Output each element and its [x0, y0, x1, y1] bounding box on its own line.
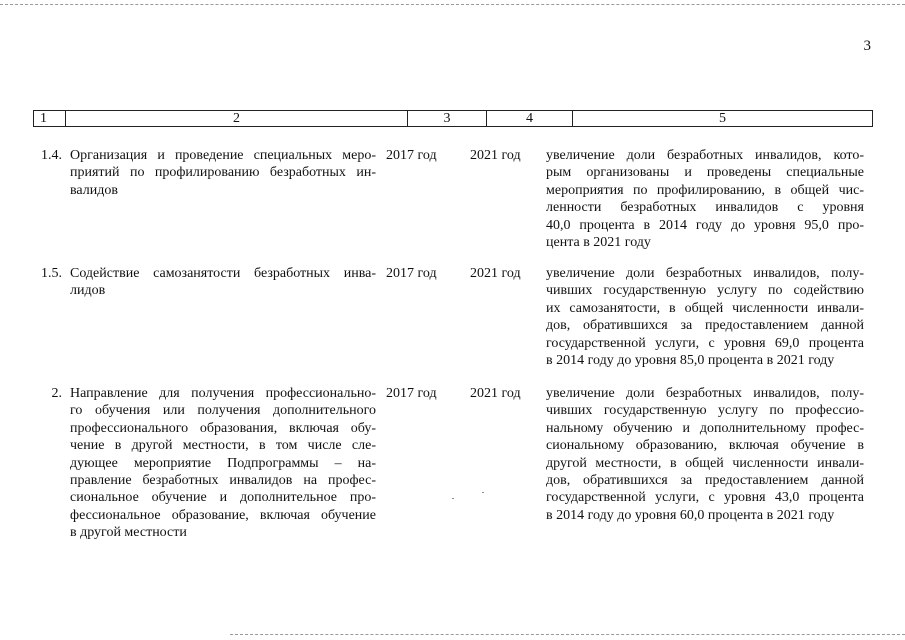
row-number: 1.5. [41, 266, 62, 281]
expected-result-line: в 2014 году до уровня 60,0 процента в 2021 году [546, 507, 835, 523]
expected-result-line: дов, обратившихся за предоставлением данной [546, 318, 864, 334]
end-year: 2021 год [470, 148, 521, 163]
column-header-3: 3 [408, 111, 487, 126]
expected-result-line: государственной услуги, с уровня 43,0 процента [546, 490, 864, 506]
scan-edge-top [0, 4, 905, 5]
row-number: 2. [51, 386, 62, 401]
activity-name [70, 265, 376, 300]
activity-name-line: дующее мероприятие Подпрограммы – на- [70, 455, 376, 471]
activity-name-line: валидов [70, 182, 118, 198]
column-header-2: 2 [66, 111, 408, 126]
column-header-4: 4 [487, 111, 573, 126]
start-year: 2017 год [386, 386, 437, 401]
expected-result-line: 40,0 процента в 2014 году до уровня 95,0 про- [546, 217, 864, 233]
activity-name-line: Направление для получения профессионально- [70, 386, 376, 401]
expected-result [546, 147, 864, 251]
expected-result-line: сиональному образованию, включая обучение в [546, 438, 864, 454]
expected-result-line: рым организованы и проведены специальные [546, 165, 864, 181]
activity-name-line: Содействие самозанятости безработных инва- [70, 266, 376, 281]
expected-result-line: чивших государственную услугу по содействию [546, 283, 864, 299]
start-year: 2017 год [386, 148, 437, 163]
activity-name-line: чение в другой местности, в том числе сле- [70, 438, 376, 454]
end-year: 2021 год [470, 266, 521, 281]
page-number: 3 [863, 38, 871, 54]
expected-result-line: мероприятия по профилированию, в общей чис- [546, 182, 864, 198]
expected-result [546, 265, 864, 369]
expected-result-line: ленности безработных инвалидов с уровня [546, 200, 864, 216]
activity-name-line: в другой местности [70, 525, 187, 541]
activity-name [70, 385, 376, 542]
expected-result-line: увеличение доли безработных инвалидов, кото- [546, 148, 864, 163]
column-header-1: 1 [34, 111, 66, 126]
scan-speck [452, 498, 454, 499]
expected-result-line: их самозанятости, в общей численности инвали- [546, 300, 864, 316]
activity-name-line: лидов [70, 283, 106, 299]
expected-result-line: увеличение доли безработных инвалидов, полу- [546, 386, 864, 401]
activity-name-line: сиональное обучение и дополнительное про- [70, 490, 376, 506]
expected-result-line: цента в 2021 году [546, 235, 651, 251]
start-year: 2017 год [386, 266, 437, 281]
expected-result-line: увеличение доли безработных инвалидов, полу- [546, 266, 864, 281]
activity-name [70, 147, 376, 199]
scan-speck [482, 492, 484, 493]
expected-result-line: дов, обратившихся за предоставлением данной [546, 473, 864, 489]
activity-name-line: профессионального образования, включая обу- [70, 420, 376, 436]
activity-name-line: фессиональное образование, включая обучение [70, 507, 376, 523]
expected-result-line: другой местности, в общей численности инвали- [546, 455, 864, 471]
activity-name-line: приятий по профилированию безработных ин- [70, 165, 376, 181]
scan-edge-bottom [230, 634, 905, 635]
expected-result-line: в 2014 году до уровня 85,0 процента в 2021 году [546, 353, 835, 369]
activity-name-line: го обучения или получения дополнительного [70, 403, 376, 419]
expected-result-line: чивших государственную услугу по профессио- [546, 403, 864, 419]
end-year: 2021 год [470, 386, 521, 401]
column-header-5: 5 [719, 111, 726, 126]
expected-result [546, 385, 864, 524]
expected-result-line: нальному обучению и дополнительному профес- [546, 420, 864, 436]
expected-result-line: государственной услуги, с уровня 69,0 процента [546, 335, 864, 351]
table-header [33, 110, 873, 127]
row-number: 1.4. [41, 148, 62, 163]
activity-name-line: Организация и проведение специальных меро- [70, 148, 376, 163]
activity-name-line: правление безработных инвалидов на профес- [70, 473, 376, 489]
